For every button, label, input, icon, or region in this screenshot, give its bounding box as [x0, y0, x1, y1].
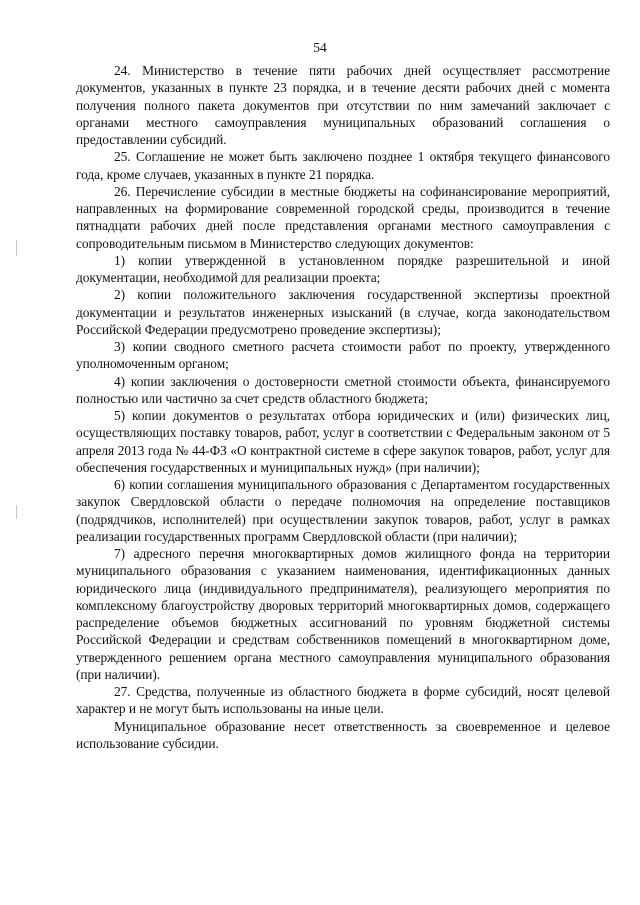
- paragraph-27: 27. Средства, полученные из областного бюджета в форме субсидий, носят целевой характер и не могут быть использованы на иные цели.: [76, 684, 610, 717]
- scan-margin-mark: [16, 240, 17, 256]
- list-item-5: 5) копии документов о результатах отбора юридических и (или) физических лиц, осуществляющих поставку товаров, работ, услуг в соответствии с Федеральным законом от 5 апреля 2013 года № 44-ФЗ «О контрактной системе в сфере закупок товаров, работ, услуг для обеспечения государственных и муниципальных нужд» (при наличии);: [76, 408, 610, 475]
- scan-margin-mark: [16, 505, 17, 519]
- list-item-1: 1) копии утвержденной в установленном порядке разрешительной и иной документации, необходимой для реализации проекта;: [76, 252, 610, 285]
- list-item-7: 7) адресного перечня многоквартирных домов жилищного фонда на территории муниципального образования с указанием наименования, идентификационных данных юридического лица (индивидуального предпринимателя), реализующего мероприятия по комплексному благоустройству дворовых территорий многоквартирных домов, содержащего распределение объемов бюджетных ассигнований по уровням бюджетной системы Российской Федерации и средствам собственников помещений в многоквартирном доме, утвержденного решением органа местного самоуправления муниципального образования (при наличии).: [76, 546, 610, 682]
- list-item-4: 4) копии заключения о достоверности сметной стоимости объекта, финансируемого полностью или частично за счет средств областного бюджета;: [76, 373, 610, 406]
- page-number: 54: [313, 40, 327, 55]
- paragraph-25: 25. Соглашение не может быть заключено позднее 1 октября текущего финансового года, кроме случаев, указанных в пункте 21 порядка.: [76, 149, 610, 182]
- paragraph-26: 26. Перечисление субсидии в местные бюджеты на софинансирование мероприятий, направленных на формирование современной городской среды, производится в течение пятнадцати рабочих дней после представления органами местного самоуправления с сопроводительным письмом в Министерство следующих документов:: [76, 183, 610, 251]
- paragraph-24: 24. Министерство в течение пяти рабочих дней осуществляет рассмотрение документов, указанных в пункте 23 порядка, и в течение десяти рабочих дней с момента получения полного пакета документов при отсутствии по ним замечаний заключает с органами местного самоуправления муниципальных образований соглашения о предоставлении субсидий.: [76, 63, 610, 147]
- document-body: [76, 62, 610, 752]
- list-item-6: 6) копии соглашения муниципального образования с Департаментом государственных закупок Свердловской области о передаче полномочия на определение поставщиков (подрядчиков, исполнителей) при осуществлении закупок товаров, работ, услуг в рамках реализации государственных программ Свердловской области (при наличии);: [76, 477, 610, 544]
- list-item-3: 3) копии сводного сметного расчета стоимости работ по проекту, утвержденного уполномоченным органом;: [76, 339, 610, 372]
- list-item-2: 2) копии положительного заключения государственной экспертизы проектной документации и результатов инженерных изысканий (в случае, когда законодательством Российской Федерации предусмотрено проведение экспертизы);: [76, 287, 610, 337]
- paragraph-responsibility: Муниципальное образование несет ответственность за своевременное и целевое использование субсидии.: [76, 718, 610, 751]
